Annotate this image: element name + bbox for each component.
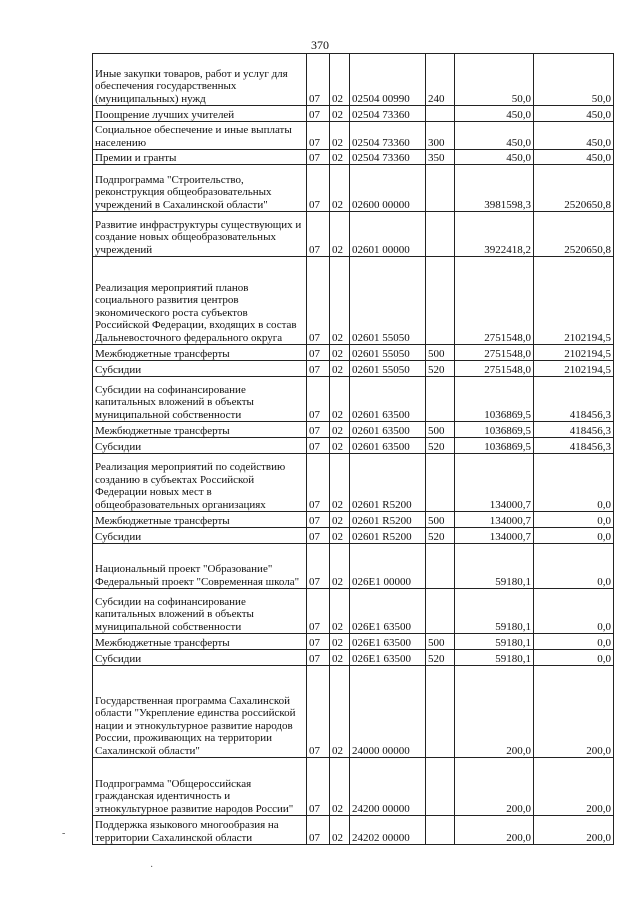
row-section: 07 bbox=[307, 54, 330, 106]
row-amount-2: 0,0 bbox=[534, 544, 614, 589]
row-section: 07 bbox=[307, 666, 330, 758]
row-target-article: 24200 00000 bbox=[350, 758, 426, 816]
row-amount-2: 2520650,8 bbox=[534, 165, 614, 212]
row-target-article: 02601 R5200 bbox=[350, 512, 426, 528]
table-row bbox=[93, 422, 614, 438]
row-amount-1: 1036869,5 bbox=[455, 438, 534, 454]
row-section: 07 bbox=[307, 422, 330, 438]
budget-table bbox=[92, 53, 614, 845]
row-amount-1: 450,0 bbox=[455, 150, 534, 165]
row-subsection: 02 bbox=[330, 122, 350, 150]
table-row bbox=[93, 634, 614, 650]
row-target-article: 02601 55050 bbox=[350, 257, 426, 345]
row-subsection: 02 bbox=[330, 361, 350, 377]
row-section: 07 bbox=[307, 650, 330, 666]
row-expense-type bbox=[426, 544, 455, 589]
row-target-article: 026E1 63500 bbox=[350, 634, 426, 650]
row-section: 07 bbox=[307, 512, 330, 528]
row-subsection: 02 bbox=[330, 454, 350, 512]
row-expense-type bbox=[426, 454, 455, 512]
row-section: 07 bbox=[307, 528, 330, 544]
row-amount-1: 1036869,5 bbox=[455, 422, 534, 438]
row-expense-type bbox=[426, 816, 455, 845]
row-section: 07 bbox=[307, 345, 330, 361]
row-target-article: 026E1 00000 bbox=[350, 544, 426, 589]
row-amount-1: 2751548,0 bbox=[455, 257, 534, 345]
row-name: Субсидии bbox=[93, 438, 307, 454]
row-section: 07 bbox=[307, 361, 330, 377]
row-expense-type bbox=[426, 106, 455, 122]
row-target-article: 02504 00990 bbox=[350, 54, 426, 106]
row-target-article: 02601 63500 bbox=[350, 422, 426, 438]
row-subsection: 02 bbox=[330, 438, 350, 454]
row-expense-type bbox=[426, 758, 455, 816]
row-subsection: 02 bbox=[330, 165, 350, 212]
row-subsection: 02 bbox=[330, 512, 350, 528]
row-amount-1: 200,0 bbox=[455, 758, 534, 816]
table-row bbox=[93, 438, 614, 454]
row-amount-2: 200,0 bbox=[534, 666, 614, 758]
row-subsection: 02 bbox=[330, 106, 350, 122]
row-expense-type bbox=[426, 257, 455, 345]
table-row bbox=[93, 544, 614, 589]
row-amount-1: 59180,1 bbox=[455, 544, 534, 589]
row-name: Реализация мероприятий планов социального развития центров экономического роста субъектов Российской Федерации, входящих в состав Дальневосточного федерального округа bbox=[93, 257, 307, 345]
table-row bbox=[93, 165, 614, 212]
row-name: Субсидии bbox=[93, 650, 307, 666]
row-expense-type: 240 bbox=[426, 54, 455, 106]
row-expense-type: 500 bbox=[426, 512, 455, 528]
row-amount-2: 200,0 bbox=[534, 816, 614, 845]
row-section: 07 bbox=[307, 438, 330, 454]
row-amount-1: 134000,7 bbox=[455, 454, 534, 512]
row-section: 07 bbox=[307, 454, 330, 512]
row-target-article: 02601 R5200 bbox=[350, 528, 426, 544]
row-expense-type bbox=[426, 589, 455, 634]
row-subsection: 02 bbox=[330, 589, 350, 634]
scan-speck: - bbox=[62, 828, 66, 839]
row-name: Субсидии на софинансирование капитальных вложений в объекты муниципальной собственности bbox=[93, 589, 307, 634]
row-subsection: 02 bbox=[330, 666, 350, 758]
row-name: Поощрение лучших учителей bbox=[93, 106, 307, 122]
row-subsection: 02 bbox=[330, 650, 350, 666]
row-amount-2: 2102194,5 bbox=[534, 257, 614, 345]
row-amount-2: 50,0 bbox=[534, 54, 614, 106]
row-amount-2: 0,0 bbox=[534, 512, 614, 528]
row-expense-type: 520 bbox=[426, 528, 455, 544]
row-name: Иные закупки товаров, работ и услуг для обеспечения государственных (муниципальных) нужд bbox=[93, 54, 307, 106]
table-row bbox=[93, 361, 614, 377]
table-row bbox=[93, 816, 614, 845]
row-amount-1: 200,0 bbox=[455, 816, 534, 845]
table-row bbox=[93, 650, 614, 666]
row-amount-1: 450,0 bbox=[455, 122, 534, 150]
row-target-article: 02600 00000 bbox=[350, 165, 426, 212]
row-section: 07 bbox=[307, 122, 330, 150]
row-amount-2: 0,0 bbox=[534, 454, 614, 512]
row-section: 07 bbox=[307, 150, 330, 165]
row-name: Развитие инфраструктуры существующих и создание новых общеобразовательных учреждений bbox=[93, 212, 307, 257]
row-name: Субсидии bbox=[93, 361, 307, 377]
row-target-article: 24202 00000 bbox=[350, 816, 426, 845]
row-subsection: 02 bbox=[330, 816, 350, 845]
row-subsection: 02 bbox=[330, 345, 350, 361]
row-amount-2: 450,0 bbox=[534, 122, 614, 150]
row-expense-type: 350 bbox=[426, 150, 455, 165]
row-amount-1: 3981598,3 bbox=[455, 165, 534, 212]
row-expense-type bbox=[426, 377, 455, 422]
table-row bbox=[93, 122, 614, 150]
row-target-article: 02601 55050 bbox=[350, 345, 426, 361]
row-subsection: 02 bbox=[330, 758, 350, 816]
row-subsection: 02 bbox=[330, 528, 350, 544]
row-name: Межбюджетные трансферты bbox=[93, 345, 307, 361]
row-amount-1: 59180,1 bbox=[455, 650, 534, 666]
row-expense-type: 500 bbox=[426, 345, 455, 361]
row-target-article: 02504 73360 bbox=[350, 122, 426, 150]
table-row bbox=[93, 589, 614, 634]
table-row bbox=[93, 377, 614, 422]
row-amount-2: 0,0 bbox=[534, 650, 614, 666]
row-subsection: 02 bbox=[330, 422, 350, 438]
row-section: 07 bbox=[307, 634, 330, 650]
row-amount-1: 134000,7 bbox=[455, 512, 534, 528]
row-name: Подпрограмма "Общероссийская гражданская идентичность и этнокультурное развитие народов России" bbox=[93, 758, 307, 816]
row-amount-2: 2102194,5 bbox=[534, 361, 614, 377]
row-expense-type bbox=[426, 165, 455, 212]
row-section: 07 bbox=[307, 377, 330, 422]
row-target-article: 02601 R5200 bbox=[350, 454, 426, 512]
row-amount-2: 2102194,5 bbox=[534, 345, 614, 361]
row-target-article: 02504 73360 bbox=[350, 106, 426, 122]
row-subsection: 02 bbox=[330, 212, 350, 257]
table-row bbox=[93, 54, 614, 106]
row-name: Субсидии на софинансирование капитальных вложений в объекты муниципальной собственности bbox=[93, 377, 307, 422]
row-amount-2: 2520650,8 bbox=[534, 212, 614, 257]
row-amount-2: 450,0 bbox=[534, 106, 614, 122]
row-amount-1: 134000,7 bbox=[455, 528, 534, 544]
row-name: Реализация мероприятий по содействию созданию в субъектах Российской Федерации новых мест в общеобразовательных организациях bbox=[93, 454, 307, 512]
row-amount-2: 0,0 bbox=[534, 528, 614, 544]
row-section: 07 bbox=[307, 816, 330, 845]
row-section: 07 bbox=[307, 758, 330, 816]
table-row bbox=[93, 106, 614, 122]
row-amount-2: 418456,3 bbox=[534, 438, 614, 454]
row-target-article: 02504 73360 bbox=[350, 150, 426, 165]
row-name: Государственная программа Сахалинской области "Укрепление единства российской нации и этнокультурное развитие народов России, проживающих на территории Сахалинской области" bbox=[93, 666, 307, 758]
row-target-article: 02601 00000 bbox=[350, 212, 426, 257]
row-subsection: 02 bbox=[330, 257, 350, 345]
row-expense-type: 500 bbox=[426, 422, 455, 438]
row-expense-type bbox=[426, 212, 455, 257]
row-subsection: 02 bbox=[330, 54, 350, 106]
row-target-article: 24000 00000 bbox=[350, 666, 426, 758]
row-amount-1: 3922418,2 bbox=[455, 212, 534, 257]
row-amount-2: 418456,3 bbox=[534, 377, 614, 422]
row-amount-1: 200,0 bbox=[455, 666, 534, 758]
row-name: Субсидии bbox=[93, 528, 307, 544]
row-amount-2: 0,0 bbox=[534, 634, 614, 650]
row-amount-2: 200,0 bbox=[534, 758, 614, 816]
row-amount-2: 418456,3 bbox=[534, 422, 614, 438]
row-expense-type: 500 bbox=[426, 634, 455, 650]
row-expense-type: 520 bbox=[426, 650, 455, 666]
row-amount-2: 0,0 bbox=[534, 589, 614, 634]
row-name: Поддержка языкового многообразия на территории Сахалинской области bbox=[93, 816, 307, 845]
table-row bbox=[93, 528, 614, 544]
row-section: 07 bbox=[307, 544, 330, 589]
row-subsection: 02 bbox=[330, 377, 350, 422]
table-row bbox=[93, 758, 614, 816]
scan-speck: · bbox=[150, 862, 154, 873]
row-section: 07 bbox=[307, 165, 330, 212]
row-name: Межбюджетные трансферты bbox=[93, 422, 307, 438]
row-amount-1: 59180,1 bbox=[455, 589, 534, 634]
row-target-article: 02601 63500 bbox=[350, 438, 426, 454]
row-subsection: 02 bbox=[330, 544, 350, 589]
row-expense-type bbox=[426, 666, 455, 758]
row-amount-1: 2751548,0 bbox=[455, 345, 534, 361]
page-number: 370 bbox=[311, 38, 329, 52]
row-amount-2: 450,0 bbox=[534, 150, 614, 165]
table-row bbox=[93, 666, 614, 758]
row-subsection: 02 bbox=[330, 150, 350, 165]
row-amount-1: 59180,1 bbox=[455, 634, 534, 650]
table-row bbox=[93, 512, 614, 528]
table-row bbox=[93, 212, 614, 257]
row-expense-type: 300 bbox=[426, 122, 455, 150]
row-subsection: 02 bbox=[330, 634, 350, 650]
table-row bbox=[93, 257, 614, 345]
row-section: 07 bbox=[307, 106, 330, 122]
row-amount-1: 50,0 bbox=[455, 54, 534, 106]
row-name: Социальное обеспечение и иные выплаты населению bbox=[93, 122, 307, 150]
table-row bbox=[93, 454, 614, 512]
row-section: 07 bbox=[307, 212, 330, 257]
row-expense-type: 520 bbox=[426, 361, 455, 377]
row-target-article: 026E1 63500 bbox=[350, 650, 426, 666]
row-amount-1: 450,0 bbox=[455, 106, 534, 122]
row-name: Национальный проект "Образование" Федеральный проект "Современная школа" bbox=[93, 544, 307, 589]
row-name: Межбюджетные трансферты bbox=[93, 512, 307, 528]
table-row bbox=[93, 150, 614, 165]
table-row bbox=[93, 345, 614, 361]
row-name: Подпрограмма "Строительство, реконструкция общеобразовательных учреждений в Сахалинской области" bbox=[93, 165, 307, 212]
row-target-article: 026E1 63500 bbox=[350, 589, 426, 634]
row-target-article: 02601 55050 bbox=[350, 361, 426, 377]
row-target-article: 02601 63500 bbox=[350, 377, 426, 422]
row-amount-1: 1036869,5 bbox=[455, 377, 534, 422]
row-amount-1: 2751548,0 bbox=[455, 361, 534, 377]
row-expense-type: 520 bbox=[426, 438, 455, 454]
row-section: 07 bbox=[307, 257, 330, 345]
row-section: 07 bbox=[307, 589, 330, 634]
row-name: Межбюджетные трансферты bbox=[93, 634, 307, 650]
row-name: Премии и гранты bbox=[93, 150, 307, 165]
